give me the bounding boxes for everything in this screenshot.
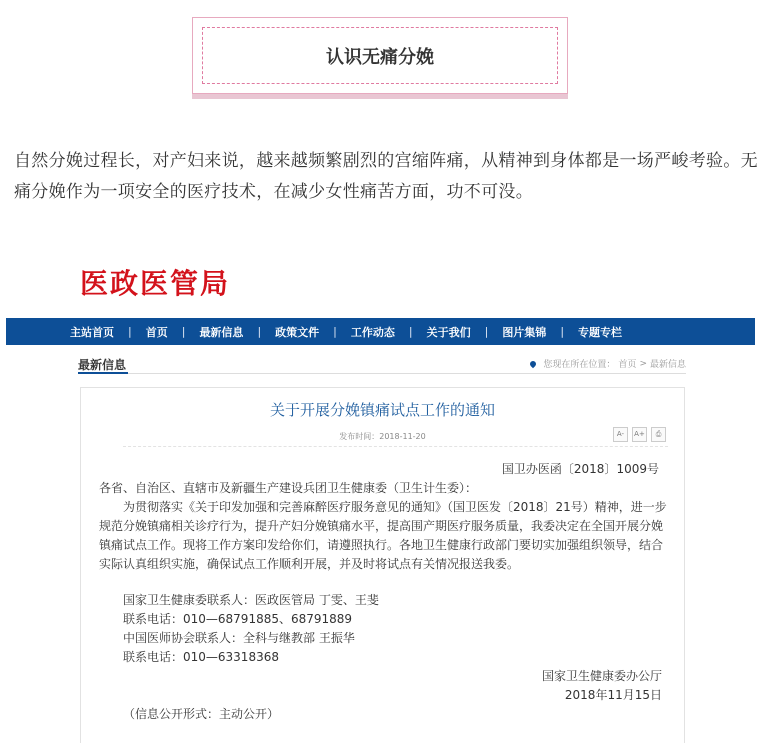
nav-item-work[interactable]: 工作动态 — [350, 325, 395, 339]
nav-separator: | — [333, 325, 337, 338]
font-tools — [613, 427, 666, 442]
contact-line: 联系电话：010—63318368 — [123, 650, 279, 664]
nav-item-policy[interactable]: 政策文件 — [275, 325, 320, 339]
nav-separator: | — [484, 325, 489, 338]
title-divider — [123, 446, 668, 448]
contact-line: 中国医师协会联系人：全科与继教部 王振华 — [123, 631, 355, 645]
breadcrumb-home[interactable]: 首页 — [618, 360, 637, 370]
nav-separator: | — [181, 325, 186, 338]
article-body: 为贯彻落实《关于印发加强和完善麻醉医疗服务意见的通知》（国卫医发〔2018〕21号）精神，进一步规范分娩镇痛相关诊疗行为，提升产妇分娩镇痛水平，提高围产期医疗服务质量，我委决定在全国开展分娩镇痛试点工作。现将工作方案印发给你们，请遵照执行。各地卫生健康行政部门要切实加强组织领导，结合实际认真组织实施，确保试点工作顺利开展，并及时将试点有关情况报送我委。 — [99, 500, 667, 571]
nav-item-special[interactable]: 专题专栏 — [578, 325, 623, 339]
font-decrease-icon[interactable]: A- — [613, 427, 628, 442]
nav-item-home-site[interactable]: 主站首页 — [70, 325, 114, 339]
breadcrumb-prefix: 您现在所在位置： — [543, 360, 616, 370]
recipients: 各省、自治区、直辖市及新疆生产建设兵团卫生健康委（卫生计生委）： — [99, 481, 478, 495]
nav-item-about[interactable]: 关于我们 — [426, 325, 471, 339]
title-frame — [202, 27, 558, 84]
sign-date: 2018年11月15日 — [564, 688, 662, 702]
breadcrumb — [530, 357, 686, 370]
bureau-logo: 医政医管局 — [80, 267, 231, 300]
signature: 国家卫生健康委办公厅 — [541, 669, 662, 683]
nav-item-gallery[interactable]: 图片集锦 — [502, 325, 547, 339]
section-divider — [78, 373, 686, 374]
location-pin-icon — [529, 359, 537, 367]
breadcrumb-separator: > — [639, 358, 647, 369]
page-title: 认识无痛分娩 — [326, 46, 434, 68]
nav-separator: | — [128, 325, 132, 338]
nav-item-home[interactable]: 首页 — [145, 325, 168, 339]
print-icon[interactable]: ⎙ — [651, 427, 666, 442]
contact-line: 国家卫生健康委联系人：医政医管局 丁雯、王斐 — [123, 593, 379, 607]
nav-item-latest[interactable]: 最新信息 — [199, 325, 244, 339]
section-title: 最新信息 — [78, 358, 127, 372]
article-card — [80, 387, 685, 743]
breadcrumb-current[interactable]: 最新信息 — [649, 360, 686, 370]
main-nav — [6, 318, 755, 345]
font-increase-icon[interactable]: A+ — [632, 427, 647, 442]
intro-paragraph: 自然分娩过程长，对产妇来说，越来越频繁剧烈的宫缩阵痛，从精神到身体都是一场严峻考验。无痛分娩作为一项安全的医疗技术，在减少女性痛苦方面，功不可没。 — [14, 151, 758, 202]
article-title: 关于开展分娩镇痛试点工作的通知 — [269, 401, 495, 419]
document-number: 国卫办医函〔2018〕1009号 — [501, 462, 659, 476]
nav-separator: | — [257, 325, 262, 338]
publish-date: 发布时间：2018-11-20 — [339, 432, 426, 441]
nav-separator: | — [408, 325, 413, 338]
nav-separator: | — [560, 325, 565, 338]
section-accent — [78, 372, 128, 374]
title-banner — [192, 17, 568, 94]
disclosure: （信息公开形式：主动公开） — [123, 707, 280, 721]
contact-line: 联系电话：010—68791885、68791889 — [123, 612, 353, 626]
